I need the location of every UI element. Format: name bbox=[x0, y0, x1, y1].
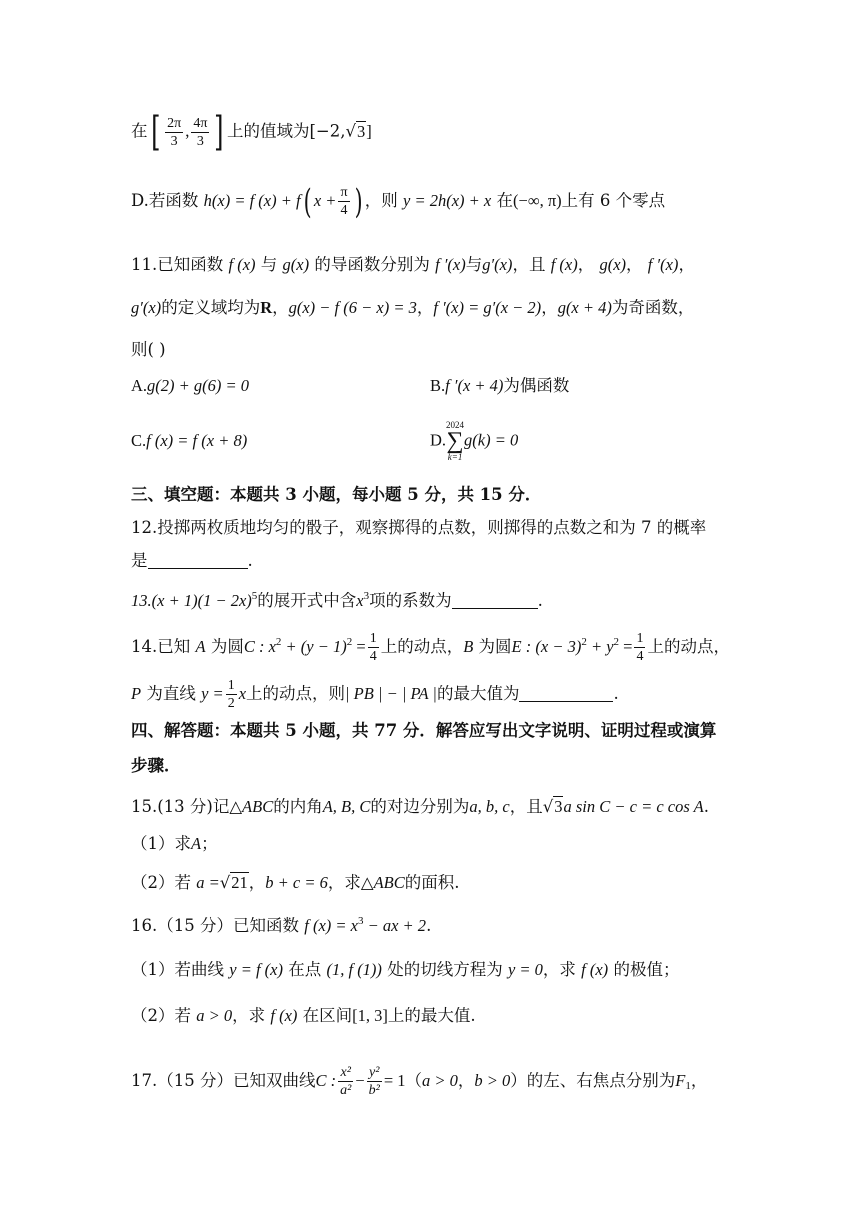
option-d-line bbox=[131, 181, 666, 222]
text: 为直线 bbox=[146, 684, 196, 703]
line-range: 在[ $\frac{2\pi}{3}$ , $\frac{4\pi}{3}$ ] 上的值域为[−2,√3] bbox=[131, 109, 372, 155]
math: y = f (x) bbox=[229, 960, 283, 979]
math: △ABC bbox=[229, 797, 274, 816]
text: 14.已知 bbox=[131, 637, 191, 656]
text: . bbox=[426, 916, 432, 935]
text: 12.投掷两枚质地均匀的骰子，观察掷得的点数，则掷得的点数之和为 7 的概率 bbox=[131, 518, 707, 537]
text: . bbox=[613, 684, 619, 703]
heading-text: 三、填空题：本题共 3 小题，每小题 5 分，共 15 分． bbox=[131, 485, 542, 504]
math: f (x) bbox=[581, 960, 609, 979]
q12-line-2 bbox=[131, 550, 253, 572]
q17-line bbox=[131, 1064, 707, 1099]
math: B bbox=[463, 637, 474, 656]
text: 11.已知函数 bbox=[131, 255, 224, 274]
denominator: 3 bbox=[196, 133, 204, 149]
text: ， bbox=[577, 255, 595, 274]
option-b bbox=[430, 375, 569, 397]
math: A bbox=[191, 834, 202, 853]
numerator: 1 bbox=[369, 631, 377, 646]
numerator: 1 bbox=[227, 678, 235, 693]
text: D.若函数 bbox=[131, 191, 199, 210]
math: (1, f (1)) bbox=[326, 960, 382, 979]
sum-lower: k=1 bbox=[447, 452, 463, 462]
option-label: B. bbox=[430, 376, 446, 395]
text: ，且 bbox=[509, 797, 543, 816]
math: A, B, C bbox=[322, 797, 371, 816]
numerator: 1 bbox=[636, 631, 644, 646]
subscript: 1 bbox=[685, 1080, 691, 1092]
sqrt-value: 3 bbox=[554, 797, 563, 816]
text: （1）若曲线 bbox=[131, 960, 224, 979]
math: g′(x) bbox=[131, 298, 162, 317]
option-label: C. bbox=[131, 431, 147, 450]
q16-line bbox=[131, 915, 431, 937]
math: g(x + 4) bbox=[557, 298, 612, 317]
section-3-heading bbox=[131, 484, 541, 506]
numerator: 2π bbox=[167, 115, 182, 131]
math: y = bbox=[201, 684, 224, 703]
math: △ABC bbox=[360, 873, 405, 892]
text: 的对边分别为 bbox=[370, 797, 470, 816]
text: ， bbox=[272, 298, 289, 317]
q14-line-2 bbox=[131, 677, 619, 712]
text: ， bbox=[416, 298, 434, 317]
math: f ′(x) bbox=[435, 255, 466, 274]
math: (x) = f (x) + f bbox=[211, 191, 301, 210]
math: g′(x) bbox=[482, 255, 513, 274]
section-4-heading-2 bbox=[131, 755, 181, 777]
summation bbox=[446, 420, 464, 462]
text: 为圆 bbox=[478, 637, 512, 656]
option-label: D. bbox=[430, 430, 447, 450]
text: 为圆 bbox=[210, 637, 244, 656]
math: x + bbox=[313, 191, 337, 210]
math: a, b, c bbox=[469, 797, 510, 816]
math: g(x) bbox=[599, 255, 627, 274]
text: 在 bbox=[496, 191, 514, 210]
text: 的最大值为 bbox=[436, 684, 520, 703]
math: f ′(x + 4) bbox=[445, 376, 504, 395]
option-label: A. bbox=[131, 376, 148, 395]
math: h bbox=[203, 191, 212, 210]
math: g(2) + g(6) = 0 bbox=[147, 376, 250, 395]
math: g(k) = 0 bbox=[464, 430, 519, 450]
text: 则( ) bbox=[131, 340, 166, 359]
text: 在区间 bbox=[302, 1006, 353, 1025]
text: ，且 bbox=[512, 255, 546, 274]
text: 的面积. bbox=[404, 873, 460, 892]
q11-line-3 bbox=[131, 339, 166, 361]
math: E : (x − 3) bbox=[511, 637, 582, 656]
math: f ′(x) bbox=[647, 255, 679, 274]
denominator: a² bbox=[340, 1083, 352, 1098]
text: 在点 bbox=[288, 960, 322, 979]
math: (−∞, π) bbox=[513, 191, 562, 210]
q11-line-1 bbox=[131, 254, 695, 276]
fraction-2pi-3 bbox=[165, 115, 183, 150]
math: = bbox=[352, 637, 366, 656]
text: ] bbox=[366, 121, 372, 141]
text: 的内角 bbox=[273, 797, 323, 816]
math: a > 0 bbox=[196, 1006, 233, 1025]
math: b > 0 bbox=[474, 1071, 511, 1090]
fraction-1-4 bbox=[634, 630, 645, 665]
sqrt-value: 3 bbox=[357, 121, 366, 141]
numerator: 4π bbox=[193, 115, 208, 131]
math: a = bbox=[196, 873, 220, 892]
text: 上的动点，则 bbox=[246, 684, 346, 703]
math: x bbox=[356, 591, 364, 610]
text: （ bbox=[405, 1071, 423, 1090]
text: 的定义域均为 bbox=[161, 298, 261, 317]
math: − bbox=[355, 1071, 365, 1090]
math: A bbox=[195, 637, 206, 656]
math: [1, 3] bbox=[352, 1006, 388, 1025]
text: 的导函数分别为 bbox=[314, 255, 430, 274]
text: . bbox=[703, 797, 709, 816]
math-R: R bbox=[260, 298, 273, 317]
fraction-y2-b2 bbox=[367, 1064, 382, 1099]
q13-line bbox=[131, 590, 543, 612]
text: ， bbox=[626, 255, 643, 274]
answer-blank[interactable] bbox=[452, 592, 538, 609]
text: 上的值域为[−2, bbox=[227, 121, 346, 141]
math: C : x bbox=[243, 637, 276, 656]
text: （2）若 bbox=[131, 873, 191, 892]
exponent: 5 bbox=[251, 590, 258, 602]
denominator: 4 bbox=[340, 203, 348, 218]
math: a sin C − c = c cos A bbox=[563, 797, 704, 816]
q15-part-2: （2）若 a =√21，b + c = 6，求△ABC的面积. bbox=[131, 873, 460, 892]
math: 13.(x + 1)(1 − 2x) bbox=[131, 591, 252, 610]
text: 上的动点， bbox=[380, 637, 464, 656]
text: （1）求 bbox=[131, 834, 191, 853]
numerator: x² bbox=[338, 1064, 353, 1082]
text: ， bbox=[690, 1071, 708, 1090]
math: − ax + 2 bbox=[363, 916, 427, 935]
text: ； bbox=[201, 834, 218, 853]
text: . bbox=[247, 551, 253, 570]
text: ，则 bbox=[364, 191, 398, 210]
text: （2）若 bbox=[131, 1006, 191, 1025]
exponent: 3 bbox=[363, 590, 370, 602]
fraction-x2-a2 bbox=[338, 1064, 353, 1099]
math: f (x) bbox=[270, 1006, 298, 1025]
sum-symbol: ∑ bbox=[446, 428, 464, 454]
math: y = 2h(x) + x bbox=[403, 191, 492, 210]
math: x bbox=[238, 684, 247, 703]
comma: , bbox=[185, 121, 190, 141]
denominator: 4 bbox=[369, 649, 377, 664]
denominator: 2 bbox=[227, 696, 235, 711]
math: + (y − 1) bbox=[281, 637, 347, 656]
numerator: y² bbox=[367, 1064, 382, 1082]
math: f (x) = f (x + 8) bbox=[146, 431, 248, 450]
text: 为偶函数 bbox=[503, 376, 570, 395]
text: 在 bbox=[131, 121, 148, 141]
text: 上有 6 个零点 bbox=[561, 191, 666, 210]
q12-line-1 bbox=[131, 517, 706, 539]
text: ， bbox=[541, 298, 558, 317]
bracket-right: ] bbox=[214, 109, 224, 155]
q16-part-1 bbox=[131, 959, 679, 981]
denominator: 3 bbox=[170, 133, 178, 149]
text: ，求 bbox=[327, 873, 361, 892]
denominator: b² bbox=[368, 1083, 380, 1098]
text: . bbox=[537, 591, 543, 610]
text: 是 bbox=[131, 551, 148, 570]
heading-text: 四、解答题：本题共 5 小题，共 77 分．解答应写出文字说明、证明过程或演算 bbox=[131, 721, 717, 740]
answer-blank[interactable] bbox=[148, 552, 248, 569]
math: P bbox=[131, 684, 142, 703]
fraction-1-2 bbox=[226, 677, 237, 712]
answer-blank[interactable] bbox=[519, 685, 613, 702]
text: 与 bbox=[260, 255, 278, 274]
option-d bbox=[430, 420, 518, 462]
text: 的展开式中含 bbox=[257, 591, 357, 610]
text: 为奇函数， bbox=[611, 298, 695, 317]
math: f (x) bbox=[228, 255, 256, 274]
text: 与 bbox=[465, 255, 483, 274]
text: 上的动点， bbox=[647, 637, 730, 656]
exponent: 3 bbox=[357, 915, 364, 927]
math: f (x) bbox=[550, 255, 578, 274]
q15-line: 15.(13 分)记△ABC的内角A, B, C的对边分别为a, b, c，且√3a sin C − c = c cos A. bbox=[131, 797, 709, 816]
sqrt-value: 21 bbox=[231, 873, 248, 892]
text: ，求 bbox=[232, 1006, 266, 1025]
sum-upper: 2024 bbox=[446, 420, 465, 430]
fraction-1-4 bbox=[368, 630, 379, 665]
q15-part-1 bbox=[131, 833, 218, 855]
heading-text: 步骤． bbox=[131, 756, 181, 775]
text: 16.（15 分）已知函数 bbox=[131, 916, 299, 935]
math: F bbox=[675, 1071, 686, 1090]
q11-line-2 bbox=[131, 297, 694, 319]
text: ， bbox=[248, 873, 266, 892]
paren-right: ) bbox=[354, 181, 363, 222]
q14-line-1: 14.已知 A 为圆C : $x^2 + (y - 1)^2$ = $\frac{1}{4}$ 上的动点，B 为圆E : $(x - 3)^2 + y^2$ = $\frac{1}{4}$ 上的动点， bbox=[131, 631, 730, 664]
numerator: π bbox=[340, 185, 348, 200]
text: ， bbox=[457, 1071, 475, 1090]
math: + y bbox=[586, 637, 614, 656]
math: a > 0 bbox=[422, 1071, 458, 1090]
math: g(x) bbox=[282, 255, 310, 274]
text: ）的左、右焦点分别为 bbox=[510, 1071, 676, 1090]
bracket-left: [ bbox=[150, 109, 160, 155]
section-4-heading-1 bbox=[131, 720, 716, 742]
text: ， bbox=[678, 255, 695, 274]
math: = 1 bbox=[383, 1071, 406, 1090]
math: b + c = 6 bbox=[265, 873, 328, 892]
option-c bbox=[131, 430, 247, 452]
math: C : bbox=[315, 1071, 337, 1090]
math: = bbox=[619, 637, 633, 656]
text: 的极值； bbox=[613, 960, 680, 979]
text: 项的系数为 bbox=[369, 591, 452, 610]
text: 15.(13 分)记 bbox=[131, 797, 230, 816]
denominator: 4 bbox=[636, 649, 644, 664]
math: y = 0 bbox=[507, 960, 543, 979]
math: | PB | − | PA | bbox=[345, 684, 437, 703]
math: f ′(x) = g′(x − 2) bbox=[433, 298, 542, 317]
text: 17.（15 分）已知双曲线 bbox=[131, 1071, 316, 1090]
paren-left: ( bbox=[303, 181, 312, 222]
q16-part-2 bbox=[131, 1005, 476, 1027]
math: g(x) − f (6 − x) = 3 bbox=[288, 298, 417, 317]
text: ，求 bbox=[542, 960, 576, 979]
fraction-4pi-3 bbox=[191, 115, 209, 150]
text: 上的最大值. bbox=[387, 1006, 476, 1025]
text: 处的切线方程为 bbox=[387, 960, 503, 979]
fraction-pi-4 bbox=[338, 184, 349, 219]
option-a bbox=[131, 375, 249, 397]
math: f (x) = x bbox=[304, 916, 358, 935]
